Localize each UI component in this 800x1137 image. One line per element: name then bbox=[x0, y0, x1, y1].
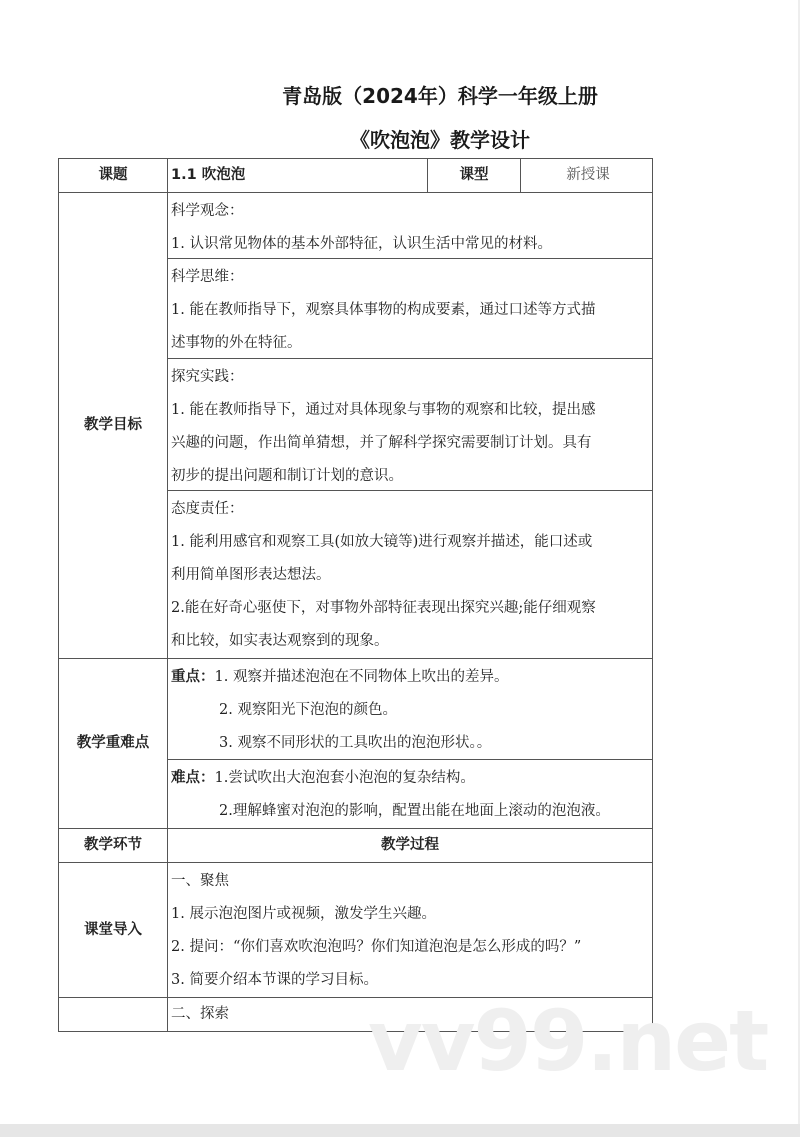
intro-row bbox=[59, 863, 653, 998]
objective-heading: 科学思维： bbox=[171, 269, 244, 285]
objective-section bbox=[168, 491, 652, 658]
objectives-content bbox=[168, 193, 652, 658]
objective-line: 和比较，如实表达观察到的现象。 bbox=[171, 633, 389, 649]
type-value: 新授课 bbox=[521, 159, 653, 193]
process-header-row bbox=[59, 829, 653, 863]
key-label: 重点： bbox=[171, 669, 215, 685]
explore-line: 二、探索 bbox=[171, 1006, 229, 1022]
key-item: 1. 观察并描述泡泡在不同物体上吹出的差异。 bbox=[214, 669, 509, 685]
objective-line: 初步的提出问题和制订计划的意识。 bbox=[171, 468, 403, 484]
process-label: 教学过程 bbox=[168, 829, 653, 863]
topic-value: 1.1 吹泡泡 bbox=[168, 159, 428, 193]
objectives-label: 教学目标 bbox=[59, 193, 168, 659]
topic-label: 课题 bbox=[59, 159, 168, 193]
lesson-plan-table bbox=[58, 158, 653, 1032]
keypoints-row bbox=[59, 659, 653, 829]
intro-line: 一、聚焦 bbox=[171, 873, 229, 889]
document-title: 青岛版（2024年）科学一年级上册 bbox=[282, 84, 598, 108]
objective-heading: 探究实践： bbox=[171, 369, 244, 385]
watermark: vv99.net bbox=[368, 992, 768, 1090]
objective-section bbox=[168, 193, 652, 259]
key-item: 2. 观察阳光下泡泡的颜色。 bbox=[219, 702, 397, 718]
objective-heading: 科学观念： bbox=[171, 203, 244, 219]
objective-section bbox=[168, 259, 652, 359]
keypoints-label: 教学重难点 bbox=[59, 659, 168, 829]
objectives-row bbox=[59, 193, 653, 659]
intro-line: 1. 展示泡泡图片或视频，激发学生兴趣。 bbox=[171, 906, 436, 922]
key-points-section bbox=[168, 659, 652, 760]
objective-line: 述事物的外在特征。 bbox=[171, 335, 302, 351]
objective-heading: 态度责任： bbox=[171, 501, 244, 517]
difficult-item: 1.尝试吹出大泡泡套小泡泡的复杂结构。 bbox=[214, 770, 475, 786]
intro-label: 课堂导入 bbox=[59, 863, 168, 998]
key-item: 3. 观察不同形状的工具吹出的泡泡形状。。 bbox=[219, 735, 492, 751]
header-row bbox=[59, 159, 653, 193]
stage-label: 教学环节 bbox=[59, 829, 168, 863]
objective-line: 利用简单图形表达想法。 bbox=[171, 567, 331, 583]
objective-line: 1. 能在教师指导下，观察具体事物的构成要素，通过口述等方式描 bbox=[171, 302, 596, 318]
objective-line: 1. 认识常见物体的基本外部特征，认识生活中常见的材料。 bbox=[171, 236, 552, 252]
objective-line: 1. 能在教师指导下，通过对具体现象与事物的观察和比较，提出感 bbox=[171, 402, 596, 418]
type-label: 课型 bbox=[428, 159, 521, 193]
intro-line: 3. 简要介绍本节课的学习目标。 bbox=[171, 972, 378, 988]
difficult-item: 2.理解蜂蜜对泡泡的影响，配置出能在地面上滚动的泡泡液。 bbox=[219, 803, 610, 819]
page-bottom-gutter bbox=[0, 1124, 800, 1137]
explore-label bbox=[59, 998, 168, 1032]
objective-line: 兴趣的问题，作出简单猜想，并了解科学探究需要制订计划。具有 bbox=[171, 435, 592, 451]
objective-section bbox=[168, 359, 652, 491]
objective-line: 1. 能利用感官和观察工具(如放大镜等)进行观察并描述，能口述或 bbox=[171, 534, 593, 550]
document-subtitle: 《吹泡泡》教学设计 bbox=[350, 128, 530, 152]
intro-line: 2. 提问：“你们喜欢吹泡泡吗？你们知道泡泡是怎么形成的吗？” bbox=[171, 939, 582, 955]
difficult-points-section bbox=[168, 760, 652, 828]
difficult-label: 难点： bbox=[171, 770, 215, 786]
objective-line: 2.能在好奇心驱使下，对事物外部特征表现出探究兴趣;能仔细观察 bbox=[171, 600, 596, 616]
